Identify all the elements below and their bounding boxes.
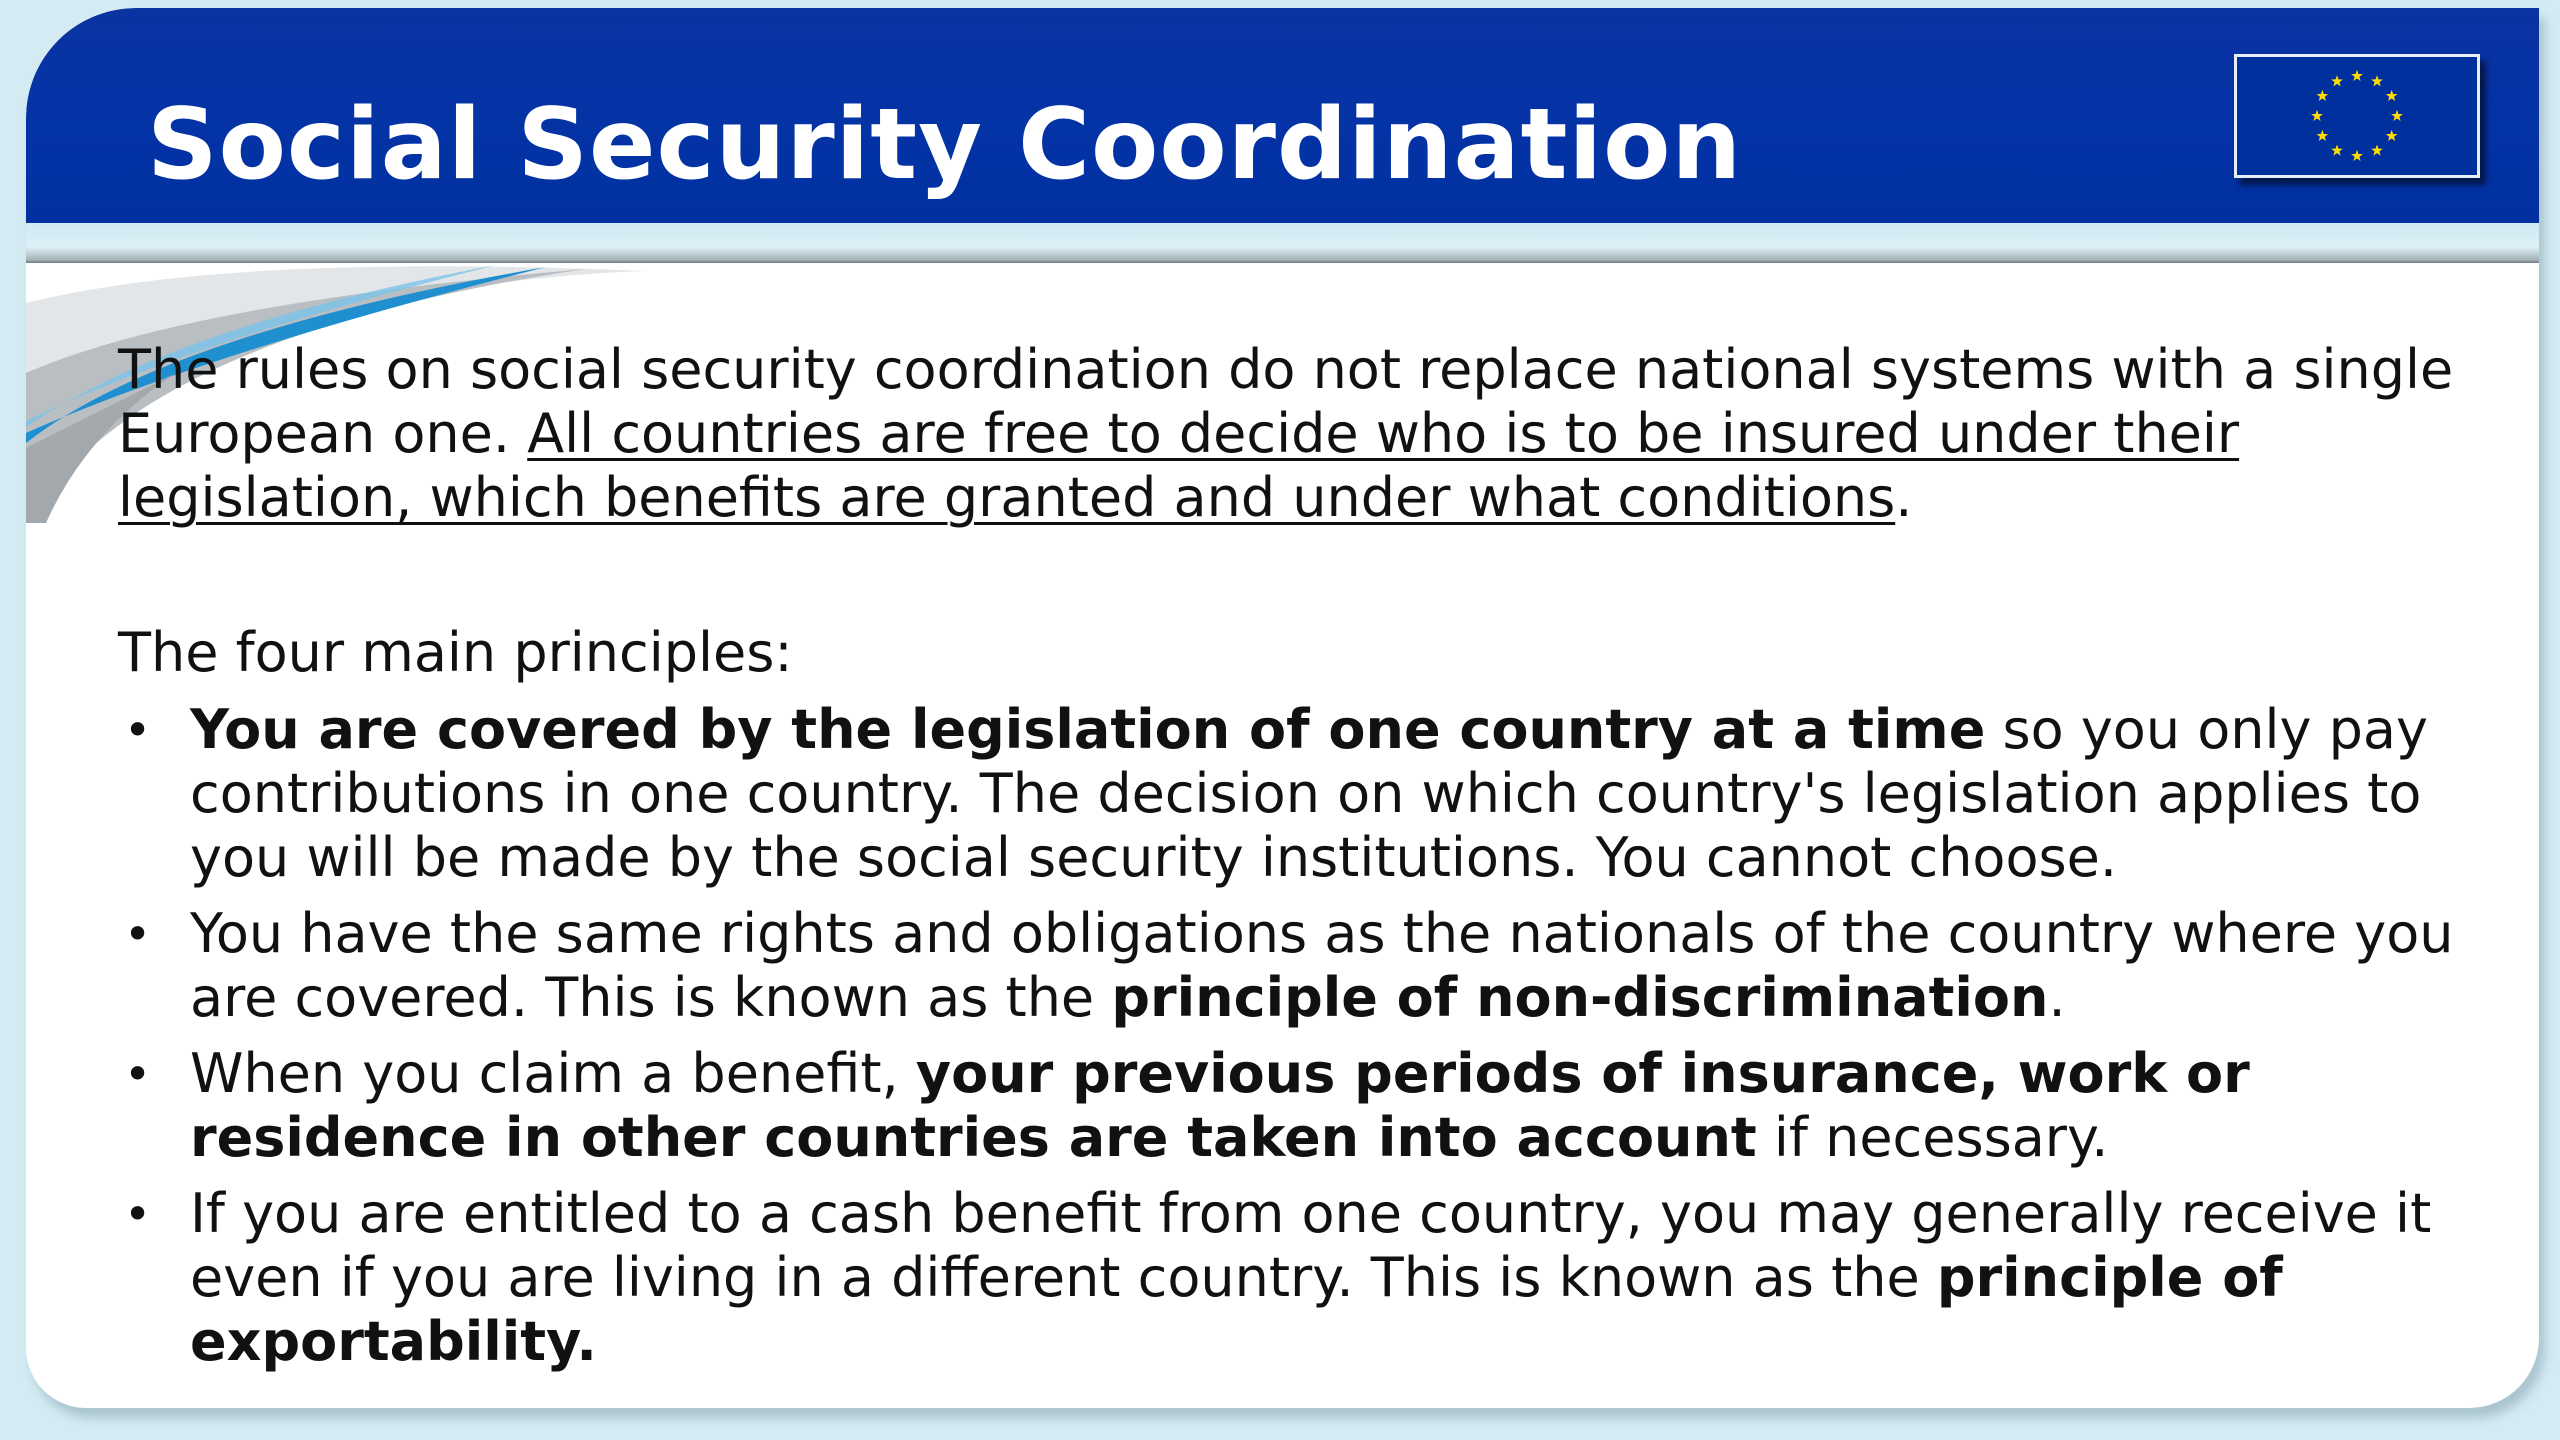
principles-heading: The four main principles: [118, 621, 793, 684]
bullet-icon: • [124, 1187, 152, 1241]
principle-bold-text: your previous periods of insurance, work or residence in other countries are taken into account [190, 1042, 2250, 1169]
bullet-icon: • [124, 907, 152, 961]
principle-text-end: if necessary. [1756, 1106, 2109, 1169]
list-item [118, 1182, 2498, 1374]
principle-bold-text: principle of exportability. [190, 1246, 2283, 1373]
page-title: Social Security Coordination [147, 88, 1743, 202]
intro-paragraph [118, 338, 2498, 530]
intro-underlined-text: All countries are free to decide who is to be insured under their legislation, which benefits are granted and under what conditions [118, 402, 2240, 529]
bullet-icon: • [124, 1047, 152, 1101]
principle-bold-text: principle of non-discrimination [1111, 966, 2049, 1029]
principle-text: If you are entitled to a cash benefit from one country, you may generally receive it even if you are living in a different country. This is known as the [190, 1182, 2432, 1309]
list-item [118, 902, 2498, 1030]
principle-bold-text: You are covered by the legislation of one country at a time [190, 698, 1986, 761]
principle-text: You have the same rights and obligations as the nationals of the country where you are covered. This is known as the [190, 902, 2454, 1029]
intro-end: . [1895, 466, 1913, 529]
slide-card [26, 8, 2539, 1408]
bullet-icon: • [124, 703, 152, 757]
intro-text: The rules on social security coordination do not replace national systems with a single European one. [118, 338, 2454, 465]
header-divider [26, 223, 2539, 263]
principle-text: so you only pay contributions in one country. The decision on which country's legislation applies to you will be made by the social security institutions. You cannot choose. [190, 698, 2428, 889]
list-item [118, 698, 2498, 890]
principle-text: When you claim a benefit, [190, 1042, 916, 1105]
principles-list [118, 698, 2498, 1386]
list-item [118, 1042, 2498, 1170]
eu-flag-icon [2234, 54, 2480, 178]
principle-text-end: . [2048, 966, 2066, 1029]
